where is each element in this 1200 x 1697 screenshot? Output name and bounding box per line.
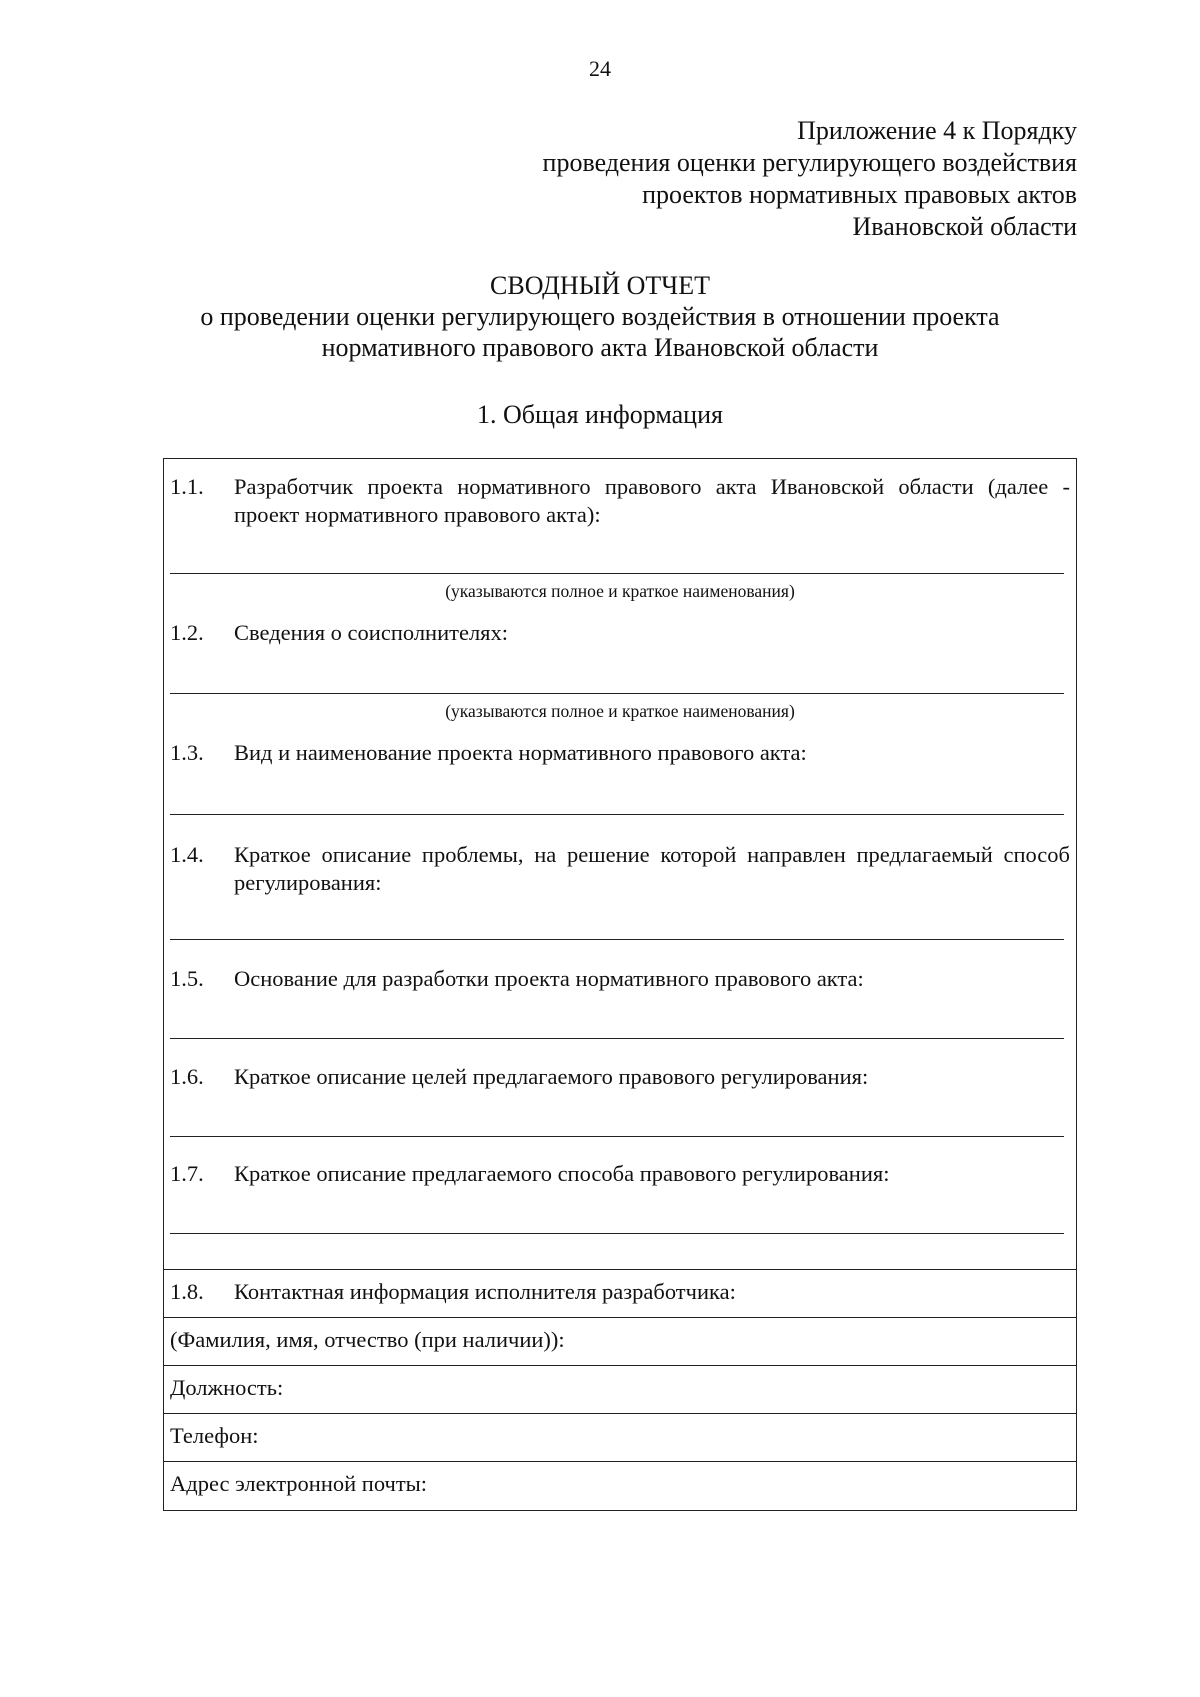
item-number: 1.3.: [170, 740, 204, 765]
contact-position-label: Должность:: [170, 1375, 284, 1400]
item-label: Сведения о соисполнителях:: [234, 620, 509, 645]
fill-line-1-3[interactable]: [170, 814, 1064, 815]
fill-line-1-4[interactable]: [170, 939, 1064, 940]
field-hint: (указываются полное и краткое наименования): [445, 581, 795, 601]
appendix-reference: [543, 115, 1077, 243]
item-1-5: [170, 965, 1070, 993]
item-number: 1.6.: [170, 1064, 204, 1089]
appendix-line-1: Приложение 4 к Порядку: [797, 116, 1077, 145]
title-subtitle-1: о проведении оценки регулирующего воздействия в отношении проекта: [200, 302, 1000, 331]
title-main: СВОДНЫЙ ОТЧЕТ: [490, 271, 710, 300]
item-label: Краткое описание предлагаемого способа правового регулирования:: [234, 1161, 890, 1186]
contact-email-row[interactable]: [164, 1462, 1076, 1510]
item-1-1: [170, 473, 1070, 529]
item-number: 1.2.: [170, 620, 204, 645]
item-label: Разработчик проекта нормативного правового акта Ивановской области (далее - проект нормативного правового акта):: [234, 474, 1070, 527]
fill-line-1-6[interactable]: [170, 1136, 1064, 1137]
item-number: 1.1.: [170, 474, 204, 499]
page-number: 24: [589, 56, 611, 81]
item-1-3: [170, 739, 1070, 767]
section-heading: 1. Общая информация: [477, 400, 723, 429]
contact-phone-label: Телефон:: [170, 1423, 259, 1448]
item-1-4: [170, 841, 1070, 897]
contact-position-row[interactable]: [164, 1366, 1076, 1414]
item-label: Краткое описание проблемы, на решение которой направлен предлагаемый способ регулирования:: [234, 842, 1070, 895]
field-hint: (указываются полное и краткое наименования): [445, 701, 795, 721]
appendix-line-2: проведения оценки регулирующего воздействия: [542, 148, 1077, 177]
appendix-line-4: Ивановской области: [852, 212, 1077, 241]
fill-line-1-7[interactable]: [170, 1233, 1064, 1234]
item-number: 1.5.: [170, 966, 204, 991]
item-1-7: [170, 1160, 1070, 1188]
contact-phone-row[interactable]: [164, 1414, 1076, 1462]
appendix-line-3: проектов нормативных правовых актов: [642, 180, 1077, 209]
item-number: 1.8.: [170, 1279, 204, 1304]
contact-heading: Контактная информация исполнителя разработчика:: [234, 1279, 736, 1304]
contact-heading-row: [164, 1270, 1076, 1318]
report-form-table: [163, 458, 1077, 1511]
item-number: 1.4.: [170, 842, 204, 867]
fill-line-1-2[interactable]: [170, 693, 1064, 694]
title-subtitle-2: нормативного правового акта Ивановской области: [321, 333, 879, 362]
item-label: Вид и наименование проекта нормативного правового акта:: [234, 740, 807, 765]
item-label: Краткое описание целей предлагаемого правового регулирования:: [234, 1064, 869, 1089]
contact-fio-row[interactable]: [164, 1318, 1076, 1366]
item-1-6: [170, 1063, 1070, 1091]
document-title: [0, 270, 1200, 363]
fill-line-1-1[interactable]: [170, 573, 1064, 574]
item-label: Основание для разработки проекта нормативного правового акта:: [234, 966, 864, 991]
item-1-2: [170, 619, 1070, 647]
contact-fio-label: (Фамилия, имя, отчество (при наличии)):: [170, 1327, 565, 1352]
contact-email-label: Адрес электронной почты:: [170, 1471, 428, 1496]
general-info-cell: [164, 459, 1076, 1270]
item-number: 1.7.: [170, 1161, 204, 1186]
fill-line-1-5[interactable]: [170, 1038, 1064, 1039]
